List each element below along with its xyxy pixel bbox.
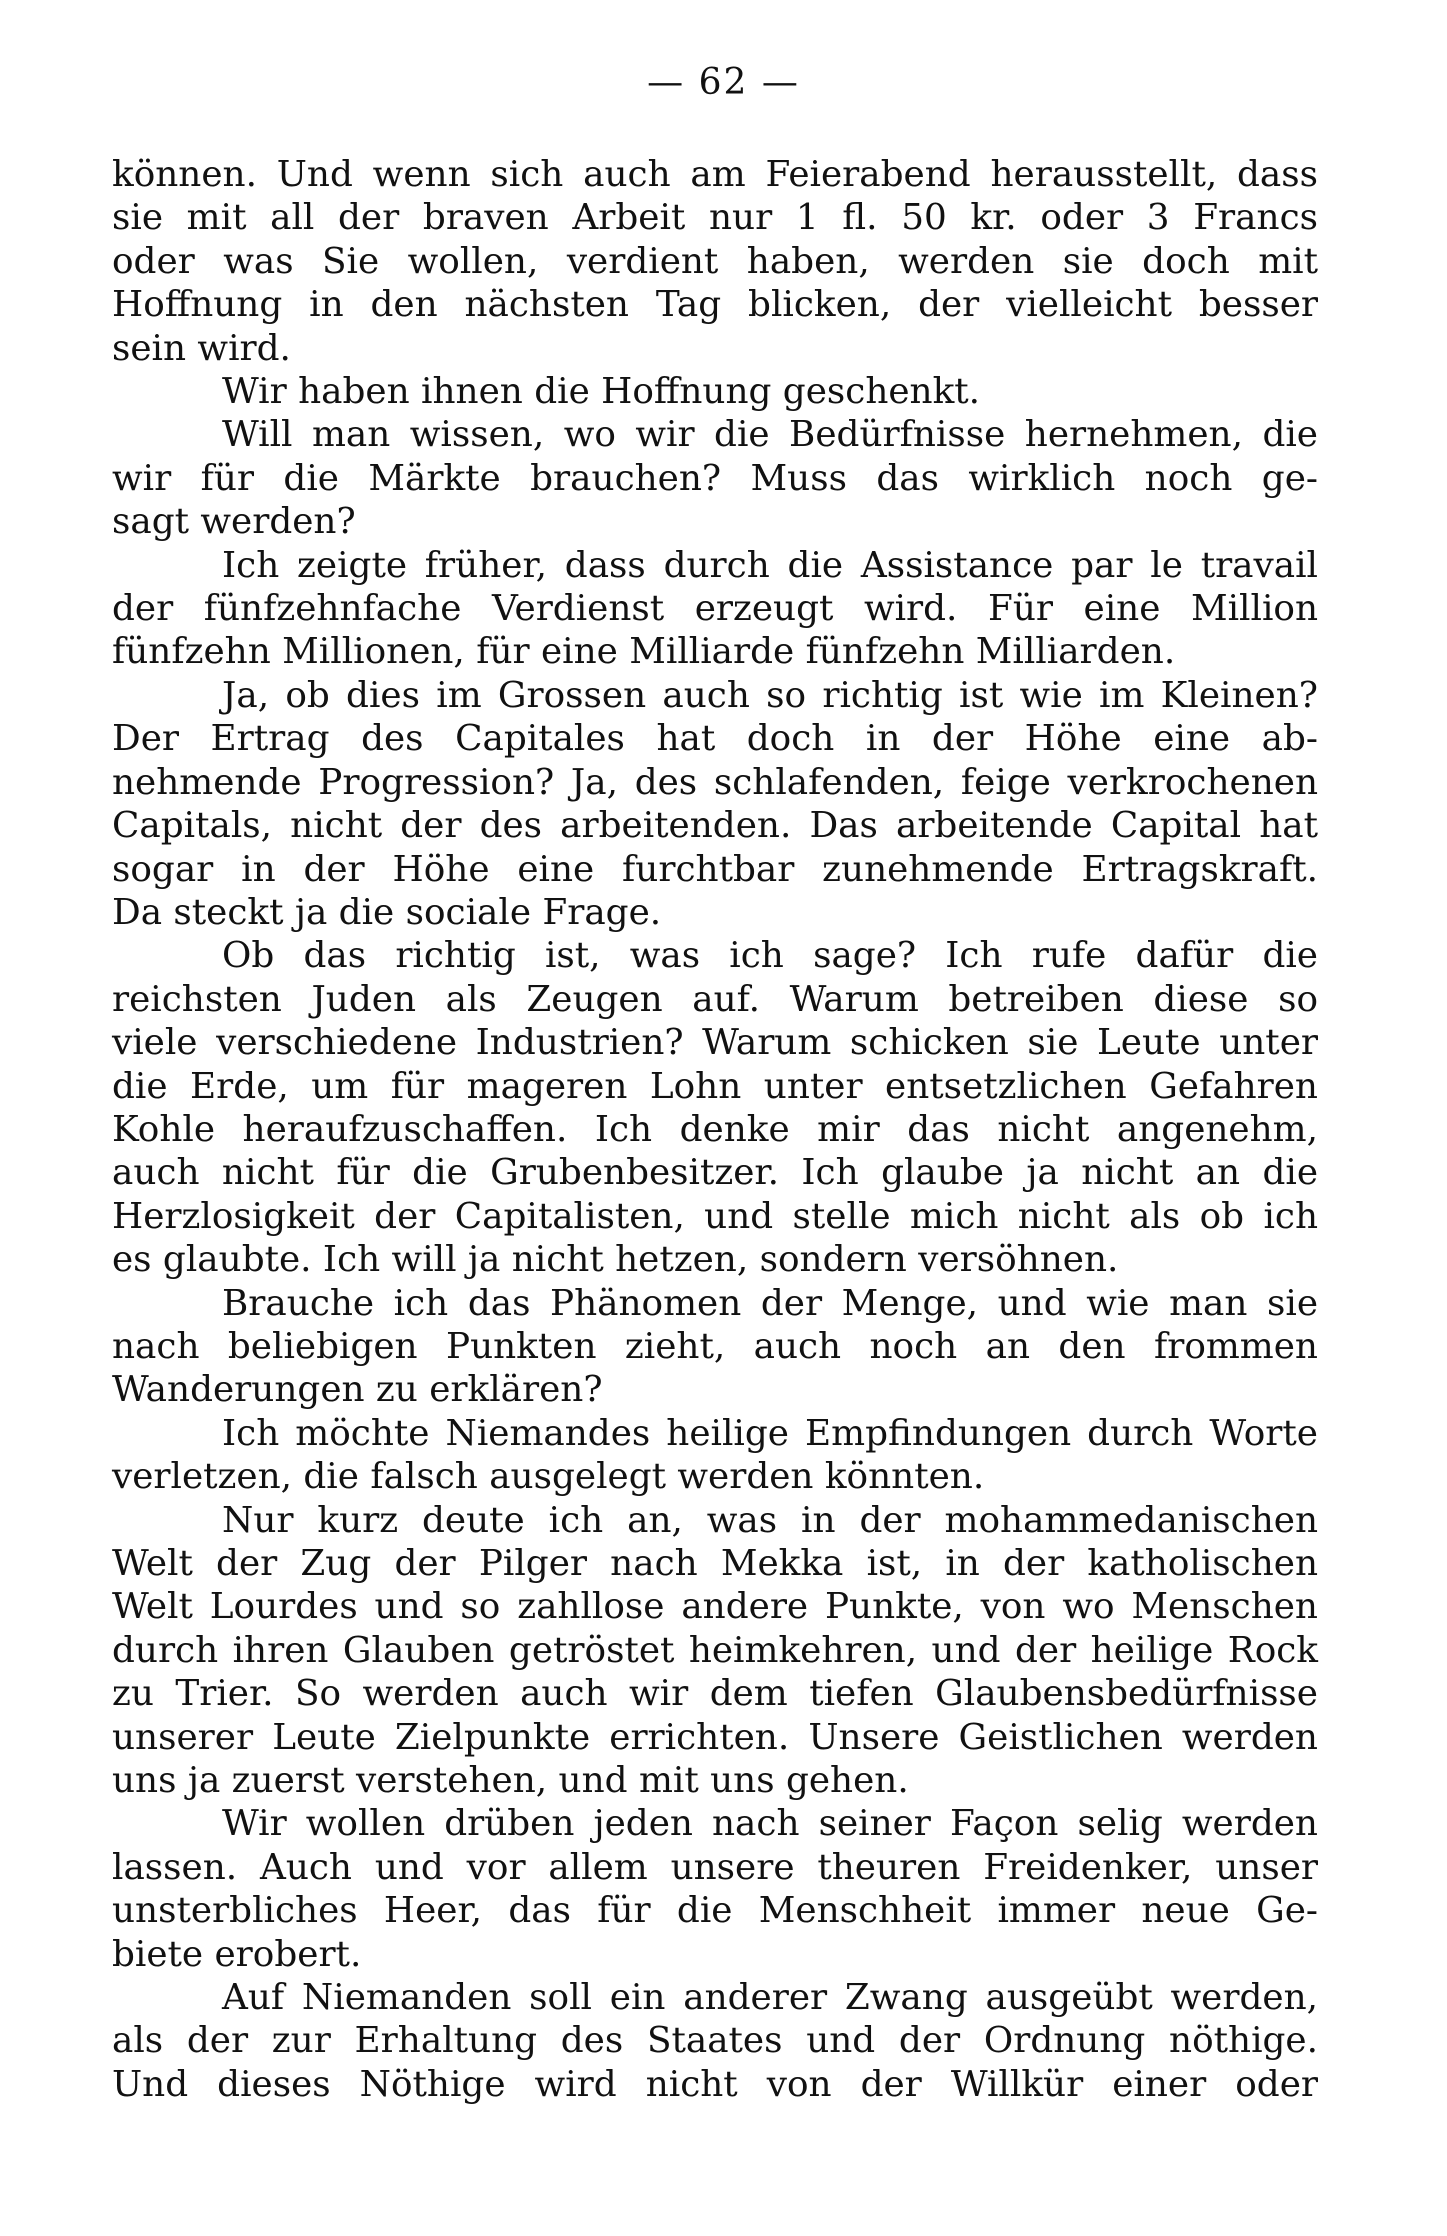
text-line: Herzlosigkeit der Capitalisten, und stelle mich nicht als ob ich xyxy=(112,1195,1318,1237)
text-line: Da steckt ja die sociale Frage. xyxy=(112,891,662,933)
text-line: Kohle heraufzuschaffen. Ich denke mir das nicht angenehm, xyxy=(112,1108,1318,1150)
text-line: lassen. Auch und vor allem unsere theuren Freidenker, unser xyxy=(112,1846,1318,1888)
text-line: Nur kurz deute ich an, was in der mohammedanischen xyxy=(222,1499,1318,1541)
text-line: zu Trier. So werden auch wir dem tiefen Glaubensbedürfnisse xyxy=(112,1673,1318,1715)
text-line: als der zur Erhaltung des Staates und der Ordnung nöthige. xyxy=(112,2020,1318,2062)
text-line: viele verschiedene Industrien? Warum schicken sie Leute unter xyxy=(112,1022,1318,1064)
text-line: Der Ertrag des Capitales hat doch in der Höhe eine ab- xyxy=(112,718,1318,760)
text-line: sogar in der Höhe eine furchtbar zunehmende Ertragskraft. xyxy=(112,848,1318,890)
text-line: Ich möchte Niemandes heilige Empfindungen durch Worte xyxy=(222,1412,1318,1454)
text-line: Capitals, nicht der des arbeitenden. Das arbeitende Capital hat xyxy=(112,805,1318,847)
text-line: wir für die Märkte brauchen? Muss das wirklich noch ge- xyxy=(112,457,1318,499)
text-line: nehmende Progression? Ja, des schlafenden, feige verkrochenen xyxy=(112,761,1318,803)
text-line: es glaubte. Ich will ja nicht hetzen, sondern versöhnen. xyxy=(112,1239,1119,1281)
text-line: Auf Niemanden soll ein anderer Zwang ausgeübt werden, xyxy=(222,1977,1318,2019)
text-line: Ja, ob dies im Grossen auch so richtig ist wie im Kleinen? xyxy=(222,674,1318,716)
text-line: sein wird. xyxy=(112,327,291,369)
text-line: auch nicht für die Grubenbesitzer. Ich glaube ja nicht an die xyxy=(112,1152,1318,1194)
text-line: fünfzehn Millionen, für eine Milliarde fünfzehn Milliarden. xyxy=(112,631,1176,673)
text-line: Wanderungen zu erklären? xyxy=(112,1369,603,1411)
text-line: durch ihren Glauben getröstet heimkehren, und der heilige Rock xyxy=(112,1629,1318,1671)
text-line: sagt werden? xyxy=(112,501,356,543)
text-line: reichsten Juden als Zeugen auf. Warum betreiben diese so xyxy=(112,978,1318,1020)
text-line: sie mit all der braven Arbeit nur 1 fl. 50 kr. oder 3 Francs xyxy=(112,197,1318,239)
text-line: Will man wissen, wo wir die Bedürfnisse hernehmen, die xyxy=(222,414,1318,456)
text-line: biete erobert. xyxy=(112,1933,362,1975)
body-text xyxy=(112,153,1318,2106)
text-line: Ob das richtig ist, was ich sage? Ich rufe dafür die xyxy=(222,935,1318,977)
text-line: unserer Leute Zielpunkte errichten. Unsere Geistlichen werden xyxy=(112,1716,1318,1758)
text-line: Und dieses Nöthige wird nicht von der Willkür einer oder xyxy=(112,2063,1318,2105)
text-line: Ich zeigte früher, dass durch die Assistance par le travail xyxy=(222,544,1318,586)
text-line: verletzen, die falsch ausgelegt werden könnten. xyxy=(112,1456,985,1498)
text-line: können. Und wenn sich auch am Feierabend herausstellt, dass xyxy=(112,154,1318,195)
text-line: der fünfzehnfache Verdienst erzeugt wird. Für eine Million xyxy=(112,588,1318,630)
text-line: uns ja zuerst verstehen, und mit uns gehen. xyxy=(112,1760,909,1802)
text-line: oder was Sie wollen, verdient haben, werden sie doch mit xyxy=(112,240,1318,282)
text-line: unsterbliches Heer, das für die Menschheit immer neue Ge- xyxy=(112,1890,1318,1932)
page-number: — 62 — xyxy=(647,62,800,103)
text-line: Wir wollen drüben jeden nach seiner Façon selig werden xyxy=(222,1803,1318,1845)
text-line: Hoffnung in den nächsten Tag blicken, der vielleicht besser xyxy=(112,284,1318,326)
text-line: Wir haben ihnen die Hoffnung geschenkt. xyxy=(222,371,981,413)
text-line: Welt der Zug der Pilger nach Mekka ist, in der katholischen xyxy=(112,1543,1318,1584)
text-line: Welt Lourdes und so zahllose andere Punkte, von wo Menschen xyxy=(112,1586,1318,1628)
text-line: die Erde, um für mageren Lohn unter entsetzlichen Gefahren xyxy=(112,1065,1318,1107)
text-line: Brauche ich das Phänomen der Menge, und wie man sie xyxy=(222,1282,1318,1324)
text-line: nach beliebigen Punkten zieht, auch noch an den frommen xyxy=(112,1325,1318,1367)
